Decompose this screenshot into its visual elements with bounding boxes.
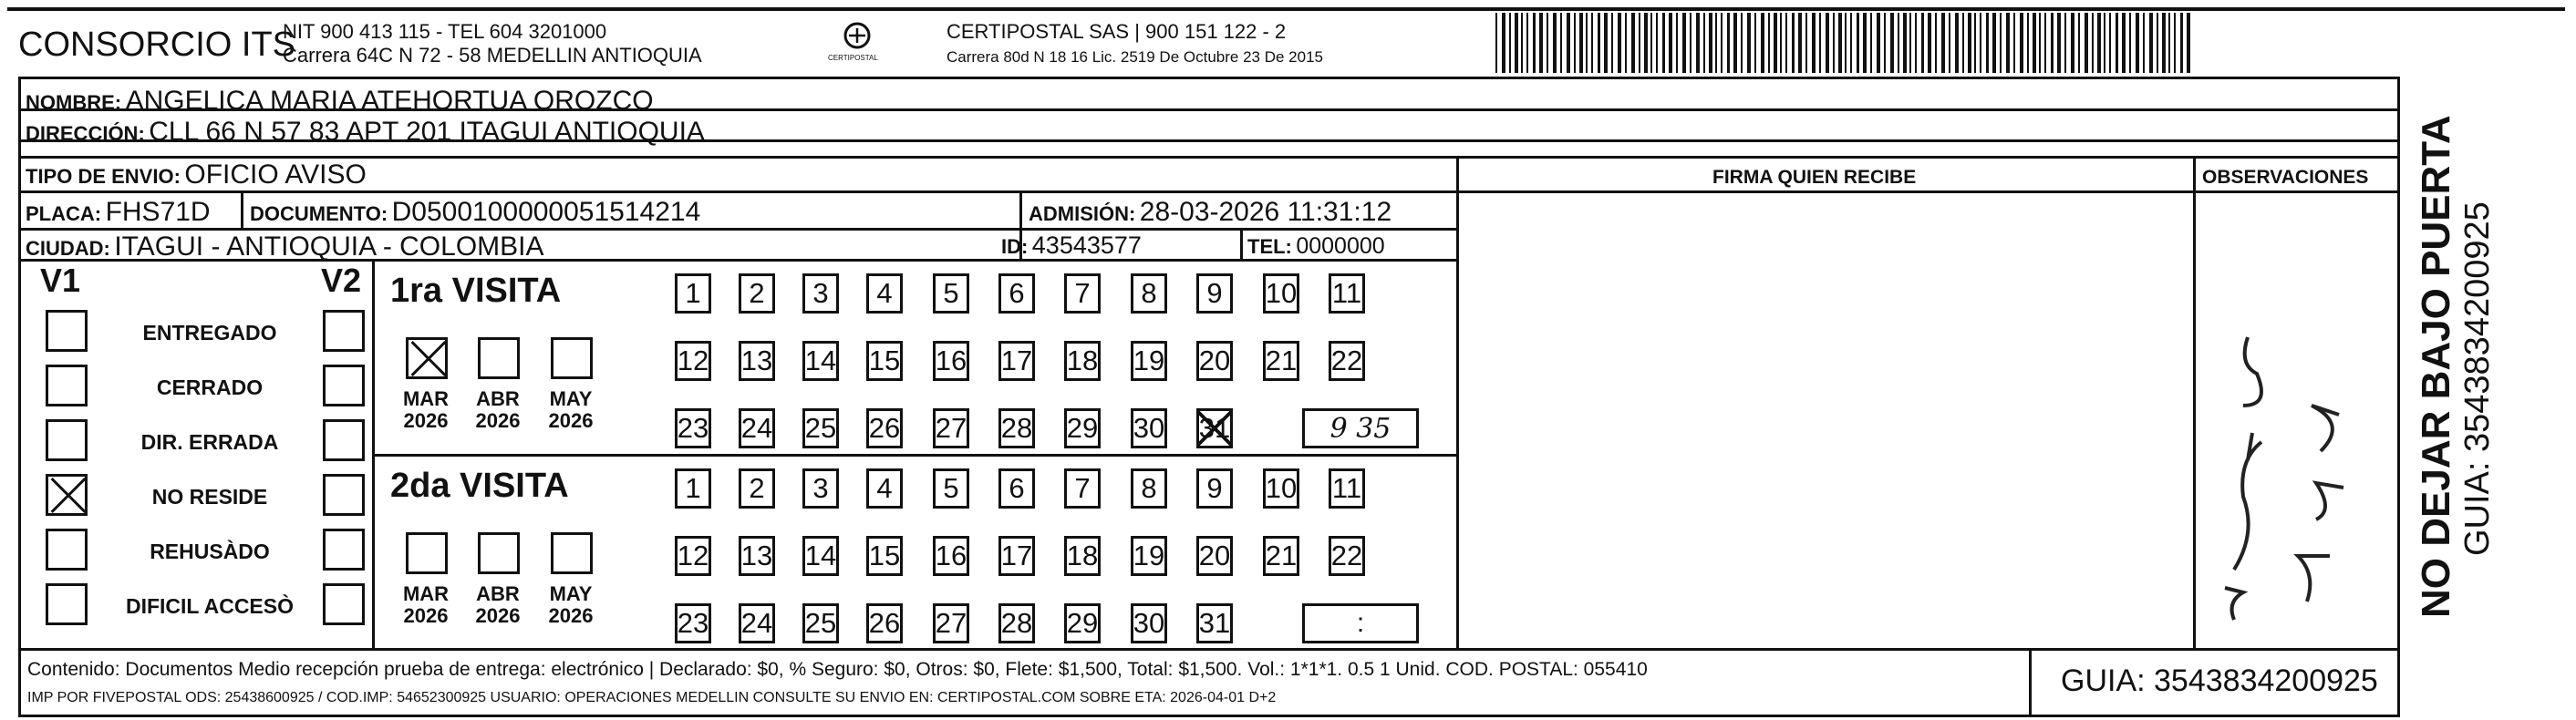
v1-checkbox-1[interactable]	[46, 365, 88, 406]
second-day-18[interactable]: 18	[1064, 536, 1101, 576]
tipo-row	[26, 161, 367, 189]
first-day-14[interactable]: 14	[802, 341, 839, 381]
first-day-3[interactable]: 3	[802, 273, 839, 314]
ciudad-value: ITAGUI - ANTIOQUIA - COLOMBIA	[114, 231, 544, 262]
second-day-13[interactable]: 13	[739, 536, 775, 576]
first-day-6[interactable]: 6	[998, 273, 1035, 314]
v2-checkbox-3[interactable]	[323, 474, 365, 516]
v1-checkbox-3[interactable]	[46, 474, 88, 516]
handwritten-observation	[2198, 273, 2380, 638]
second-day-4[interactable]: 4	[866, 468, 903, 509]
status-label: ENTREGADO	[142, 321, 277, 345]
v1-checkbox-2[interactable]	[46, 419, 88, 461]
company-name: CONSORCIO ITS	[18, 26, 296, 64]
second-month-label-0: MAR 2026	[402, 582, 450, 628]
first-month-checkbox-1[interactable]	[478, 337, 520, 379]
first-day-4[interactable]: 4	[866, 273, 903, 314]
first-day-22[interactable]: 22	[1329, 341, 1365, 381]
v1-checkbox-0[interactable]	[46, 310, 88, 352]
v1-checkbox-5[interactable]	[46, 583, 88, 625]
status-label: DIR. ERRADA	[140, 430, 279, 454]
first-day-15[interactable]: 15	[866, 341, 903, 381]
first-month-label-2: MAY 2026	[548, 387, 594, 433]
admision-row	[1029, 199, 1391, 226]
second-month-checkbox-1[interactable]	[478, 532, 520, 574]
second-day-20[interactable]: 20	[1196, 536, 1233, 576]
first-day-29[interactable]: 29	[1064, 408, 1101, 448]
id-value: 43543577	[1031, 231, 1142, 259]
second-day-7[interactable]: 7	[1064, 468, 1101, 509]
first-month-label-1: ABR 2026	[475, 387, 521, 433]
placa-row	[26, 199, 211, 226]
admision-label: ADMISIÓN:	[1029, 202, 1136, 225]
first-day-30[interactable]: 30	[1131, 408, 1167, 448]
v2-checkbox-0[interactable]	[323, 310, 365, 352]
v2-header: V2	[321, 262, 362, 299]
first-day-19[interactable]: 19	[1131, 341, 1167, 381]
second-day-28[interactable]: 28	[998, 603, 1035, 643]
first-day-12[interactable]: 12	[675, 341, 711, 381]
company-nit: NIT 900 413 115 - TEL 604 3201000	[283, 20, 607, 43]
first-day-10[interactable]: 10	[1263, 273, 1299, 314]
second-day-27[interactable]: 27	[933, 603, 969, 643]
second-day-2[interactable]: 2	[739, 468, 775, 509]
second-month-checkbox-0[interactable]	[406, 532, 448, 574]
first-day-31[interactable]: 31	[1196, 408, 1233, 448]
documento-label: DOCUMENTO:	[250, 202, 388, 225]
tel-value: 0000000	[1296, 233, 1385, 259]
direccion-row	[26, 118, 705, 146]
second-day-19[interactable]: 19	[1131, 536, 1167, 576]
first-day-24[interactable]: 24	[739, 408, 775, 448]
v2-checkbox-4[interactable]	[323, 529, 365, 571]
second-day-11[interactable]: 11	[1329, 468, 1365, 509]
second-month-checkbox-2[interactable]	[551, 532, 593, 574]
second-month-label-2: MAY 2026	[548, 582, 594, 628]
second-day-23[interactable]: 23	[675, 603, 711, 643]
side-guia: GUIA: 3543834200925	[2458, 201, 2497, 556]
v2-checkbox-1[interactable]	[323, 365, 365, 406]
first-day-20[interactable]: 20	[1196, 341, 1233, 381]
first-time-box[interactable]: 9 35	[1302, 408, 1419, 448]
second-day-17[interactable]: 17	[998, 536, 1035, 576]
ciudad-row	[26, 233, 544, 261]
top-border	[7, 7, 2565, 11]
second-day-26[interactable]: 26	[866, 603, 903, 643]
direccion-value: CLL 66 N 57 83 APT 201 ITAGUI ANTIOQUIA	[149, 117, 705, 147]
carrier-name: CERTIPOSTAL SAS | 900 151 122 - 2	[947, 20, 1287, 43]
guia-footer: GUIA: 3543834200925	[2061, 663, 2378, 698]
carrier-address: Carrera 80d N 18 16 Lic. 2519 De Octubre 23 De 2015	[947, 48, 1323, 66]
admision-value: 28-03-2026 11:31:12	[1139, 197, 1392, 227]
second-day-29[interactable]: 29	[1064, 603, 1101, 643]
first-month-checkbox-2[interactable]	[551, 337, 593, 379]
second-day-10[interactable]: 10	[1263, 468, 1299, 509]
first-day-27[interactable]: 27	[933, 408, 969, 448]
placa-label: PLACA:	[26, 202, 102, 225]
documento-row	[250, 199, 700, 226]
second-month-label-1: ABR 2026	[475, 582, 521, 628]
first-day-2[interactable]: 2	[739, 273, 775, 314]
tel-label: TEL:	[1247, 235, 1292, 258]
first-day-25[interactable]: 25	[802, 408, 839, 448]
tipo-value: OFICIO AVISO	[184, 159, 367, 190]
ciudad-label: CIUDAD:	[26, 237, 110, 260]
second-day-25[interactable]: 25	[802, 603, 839, 643]
first-day-11[interactable]: 11	[1329, 273, 1365, 314]
first-day-26[interactable]: 26	[866, 408, 903, 448]
first-day-7[interactable]: 7	[1064, 273, 1101, 314]
documento-value: D0500100000051514214	[391, 197, 701, 227]
second-day-24[interactable]: 24	[739, 603, 775, 643]
second-day-3[interactable]: 3	[802, 468, 839, 509]
company-address: Carrera 64C N 72 - 58 MEDELLIN ANTIOQUIA	[283, 44, 702, 67]
nombre-row	[26, 87, 654, 115]
first-day-8[interactable]: 8	[1131, 273, 1167, 314]
first-day-1[interactable]: 1	[675, 273, 711, 314]
first-visit-title: 1ra VISITA	[390, 272, 562, 310]
side-warning: NO DEJAR BAJO PUERTA	[2414, 115, 2458, 618]
tipo-label: TIPO DE ENVIO:	[26, 165, 181, 188]
second-day-15[interactable]: 15	[866, 536, 903, 576]
first-day-23[interactable]: 23	[675, 408, 711, 448]
second-time-box[interactable]: :	[1302, 603, 1419, 643]
second-visit-title: 2da VISITA	[390, 467, 569, 505]
second-day-12[interactable]: 12	[675, 536, 711, 576]
contenido-line: Contenido: Documentos Medio recepción prueba de entrega: electrónico | Declarado: $0, % Seguro: $0, Otros: $0, Flete: $1,500, Total: $1,500. Vol.: 1*1*1. 0.5 1 Unid. COD. POSTAL: 055410	[27, 659, 1648, 680]
second-day-16[interactable]: 16	[933, 536, 969, 576]
status-label: CERRADO	[156, 375, 264, 399]
first-day-28[interactable]: 28	[998, 408, 1035, 448]
first-day-5[interactable]: 5	[933, 273, 969, 314]
nombre-label: NOMBRE:	[26, 91, 122, 114]
first-day-21[interactable]: 21	[1263, 341, 1299, 381]
first-day-9[interactable]: 9	[1196, 273, 1233, 314]
direccion-label: DIRECCIÓN:	[26, 122, 145, 145]
logo-caption: CERTIPOSTAL	[828, 54, 878, 62]
second-day-1[interactable]: 1	[675, 468, 711, 509]
placa-value: FHS71D	[105, 197, 211, 227]
imp-line: IMP POR FIVEPOSTAL ODS: 25438600925 / COD.IMP: 54652300925 USUARIO: OPERACIONES MEDELLIN CONSULTE SU ENVIO EN: CERTIPOSTAL.COM SOBRE ETA: 2026-04-01 D+2	[27, 690, 1277, 705]
firma-header: FIRMA QUIEN RECIBE	[1712, 167, 1917, 188]
first-day-17[interactable]: 17	[998, 341, 1035, 381]
second-day-22[interactable]: 22	[1329, 536, 1365, 576]
v1-checkbox-4[interactable]	[46, 529, 88, 571]
barcode	[1495, 13, 2198, 73]
second-day-8[interactable]: 8	[1131, 468, 1167, 509]
nombre-value: ANGELICA MARIA ATEHORTUA OROZCO	[125, 86, 654, 116]
first-month-checkbox-0[interactable]	[406, 337, 448, 379]
second-day-30[interactable]: 30	[1131, 603, 1167, 643]
v2-checkbox-5[interactable]	[323, 583, 365, 625]
second-day-14[interactable]: 14	[802, 536, 839, 576]
first-month-label-0: MAR 2026	[402, 387, 450, 433]
second-day-21[interactable]: 21	[1263, 536, 1299, 576]
id-label: ID:	[1001, 235, 1029, 258]
second-day-6[interactable]: 6	[998, 468, 1035, 509]
certipostal-logo	[839, 20, 875, 57]
status-label: NO RESIDE	[151, 485, 268, 509]
tel-row	[1247, 235, 1385, 258]
first-day-16[interactable]: 16	[933, 341, 969, 381]
status-label: REHUSÀDO	[150, 540, 270, 563]
observaciones-header: OBSERVACIONES	[2202, 167, 2369, 188]
second-day-31[interactable]: 31	[1196, 603, 1233, 643]
v1-header: V1	[40, 262, 81, 299]
id-row	[1001, 233, 1142, 258]
second-day-9[interactable]: 9	[1196, 468, 1233, 509]
first-day-18[interactable]: 18	[1064, 341, 1101, 381]
status-label: DIFICIL ACCESÒ	[125, 594, 294, 618]
first-day-13[interactable]: 13	[739, 341, 775, 381]
second-day-5[interactable]: 5	[933, 468, 969, 509]
v2-checkbox-2[interactable]	[323, 419, 365, 461]
